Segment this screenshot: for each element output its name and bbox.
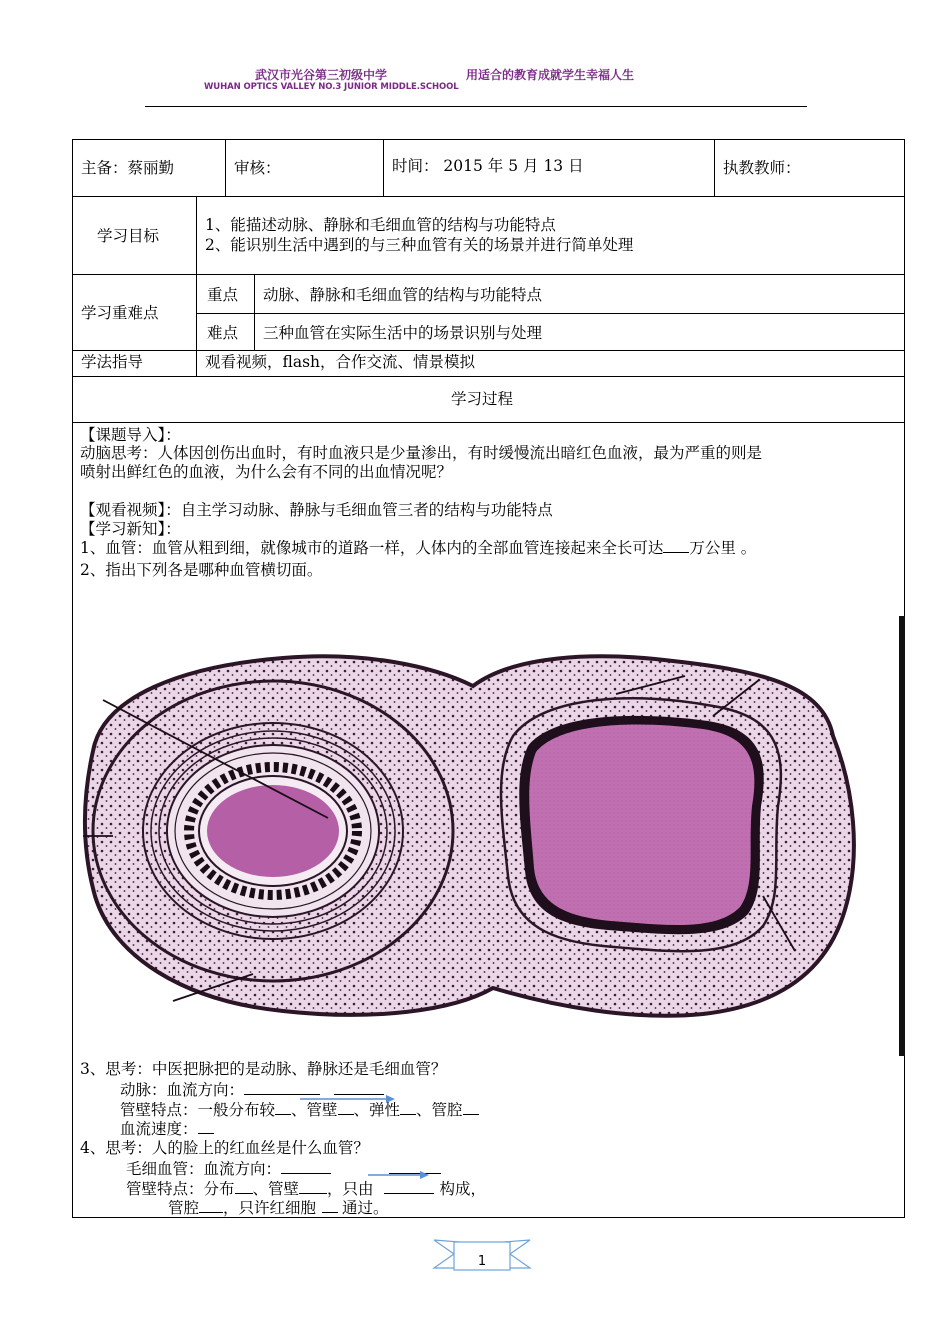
vessel-cross-section-figure bbox=[73, 596, 905, 1058]
process-title: 学习过程 bbox=[451, 390, 514, 408]
goal-item-2: 2、能识别生活中遇到的与三种血管有关的场景并进行简单处理 bbox=[205, 236, 634, 254]
blank-capillary-flow-1[interactable] bbox=[281, 1160, 331, 1174]
question-1-unit: 万公里 。 bbox=[689, 539, 757, 557]
difficulty-label: 难点 bbox=[207, 324, 239, 342]
artery-flow-label: 动脉：血流方向： bbox=[120, 1081, 245, 1099]
method-label-cell bbox=[72, 350, 197, 377]
difficulty-label-cell bbox=[196, 313, 255, 351]
artery-wall-text-a: 管壁特点：一般分布较 bbox=[120, 1101, 276, 1119]
intro-line-1: 动脑思考：人体因创伤出血时，有时血液只是少量渗出，有时缓慢流出暗红色血液，最为严重的则是 bbox=[80, 444, 763, 462]
blank-capillary-cell[interactable] bbox=[322, 1199, 338, 1213]
school-motto: 用适合的教育成就学生幸福人生 bbox=[466, 68, 635, 82]
capillary-lumen-row bbox=[168, 1199, 389, 1218]
question-3: 3、思考：中医把脉把的是动脉、静脉还是毛细血管？ bbox=[80, 1060, 447, 1078]
document-header bbox=[0, 66, 950, 106]
blank-capillary-lumen[interactable] bbox=[199, 1199, 223, 1213]
capillary-lumen-text-c: 通过。 bbox=[342, 1199, 389, 1217]
goals-label: 学习目标 bbox=[97, 227, 160, 245]
capillary-lumen-text-a: 管腔 bbox=[168, 1199, 200, 1217]
blank-artery-lumen[interactable] bbox=[463, 1101, 479, 1115]
artery-wall-text-b: 、管壁 bbox=[291, 1101, 338, 1119]
focus-cell bbox=[254, 274, 905, 314]
new-knowledge-heading: 【学习新知】： bbox=[80, 520, 181, 538]
capillary-wall-text-a: 管壁特点：分布 bbox=[126, 1180, 235, 1198]
intro-line-2: 喷射出鲜红色的血液，为什么会有不同的出血情况呢？ bbox=[80, 463, 453, 481]
keypoints-label: 学习重难点 bbox=[81, 304, 159, 322]
method-label: 学法指导 bbox=[81, 353, 144, 371]
reviewer-cell bbox=[225, 139, 384, 197]
capillary-flow-label: 毛细血管：血流方向： bbox=[126, 1160, 282, 1178]
artery-speed-label: 血流速度： bbox=[120, 1120, 198, 1138]
header-divider bbox=[145, 106, 807, 107]
capillary-wall-row bbox=[126, 1180, 486, 1199]
page-number: 1 bbox=[477, 1254, 487, 1269]
keypoints-label-cell bbox=[72, 274, 197, 351]
capillary-wall-text-c: ，只由 bbox=[327, 1180, 374, 1198]
blank-capillary-distribution[interactable] bbox=[235, 1180, 253, 1194]
school-name-en: WUHAN OPTICS VALLEY NO.3 JUNIOR MIDDLE.SCHOOL bbox=[204, 82, 459, 92]
focus-label: 重点 bbox=[207, 286, 239, 304]
blank-capillary-layer[interactable] bbox=[384, 1180, 434, 1194]
blank-artery-wall[interactable] bbox=[338, 1101, 354, 1115]
process-title-cell bbox=[72, 376, 905, 423]
focus-text: 动脉、静脉和毛细血管的结构与功能特点 bbox=[263, 286, 543, 304]
school-name: 武汉市光谷第三初级中学 bbox=[255, 68, 388, 82]
reviewer-text: 审核： bbox=[234, 159, 281, 177]
video-heading: 【观看视频】：自主学习动脉、静脉与毛细血管三者的结构与功能特点 bbox=[80, 501, 553, 519]
goal-item-1: 1、能描述动脉、静脉和毛细血管的结构与功能特点 bbox=[205, 216, 556, 234]
focus-label-cell bbox=[196, 274, 255, 314]
question-2: 2、指出下列各是哪种血管横切面。 bbox=[80, 561, 323, 579]
artery-wall-text-c: 、弹性 bbox=[353, 1101, 401, 1119]
artery-speed-row bbox=[120, 1120, 214, 1139]
difficulty-cell bbox=[254, 313, 905, 351]
blank-artery-speed[interactable] bbox=[198, 1120, 214, 1134]
capillary-lumen-text-b: ，只许红细胞 bbox=[223, 1199, 317, 1217]
teacher-cell bbox=[714, 139, 905, 197]
time-cell bbox=[383, 139, 715, 197]
artery-wall-text-d: 、管腔 bbox=[416, 1101, 463, 1119]
blank-length[interactable] bbox=[663, 539, 689, 553]
capillary-wall-text-b: 、管壁 bbox=[252, 1180, 300, 1198]
teacher-text: 执教教师： bbox=[723, 159, 801, 177]
page-number-badge bbox=[430, 1234, 534, 1274]
blank-artery-elasticity[interactable] bbox=[400, 1101, 416, 1115]
question-4: 4、思考：人的脸上的红血丝是什么血管？ bbox=[80, 1139, 369, 1157]
capillary-wall-text-d: 构成， bbox=[439, 1180, 487, 1198]
intro-heading: 【课题导入】： bbox=[80, 426, 181, 444]
preparer-text: 主备：蔡丽勤 bbox=[81, 159, 175, 177]
difficulty-text: 三种血管在实际生活中的场景识别与处理 bbox=[263, 324, 543, 342]
goals-label-cell bbox=[72, 196, 197, 275]
blank-artery-distribution[interactable] bbox=[275, 1101, 291, 1115]
question-1-text: 1、血管：血管从粗到细，就像城市的道路一样，人体内的全部血管连接起来全长可达 bbox=[80, 539, 664, 557]
preparer-cell bbox=[72, 139, 226, 197]
method-text: 观看视频，flash，合作交流、情景模拟 bbox=[205, 353, 476, 371]
blank-capillary-wall[interactable] bbox=[299, 1180, 327, 1194]
artery-wall-row bbox=[120, 1101, 479, 1120]
goals-cell bbox=[196, 196, 905, 275]
time-text: 时间： 2015 年 5 月 13 日 bbox=[392, 157, 584, 175]
question-1 bbox=[80, 539, 756, 558]
method-cell bbox=[196, 350, 905, 377]
